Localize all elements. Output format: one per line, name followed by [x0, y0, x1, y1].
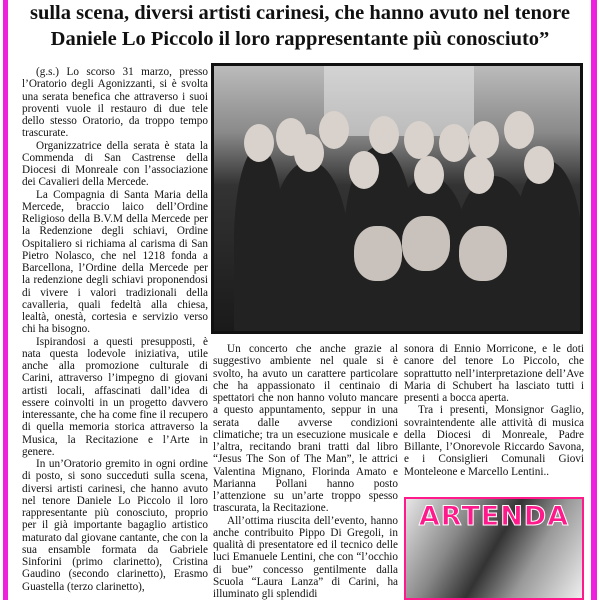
- headline-line: sulla scena, diversi artisti carinesi, che hanno avuto nel tenore: [29, 2, 570, 24]
- paragraph: In un’Oratorio gremito in ogni ordine di posto, si sono succeduti sulla scena, diversi artisti carinesi, che hanno avuto nel tenore Daniele Lo Piccolo il loro rappresentante più conosciuto, proprio per il già importante bagaglio artistico maturato dal giovane cantante, che con la sua ensamble formata da Gabriele Sinforini (primo clarinetto), Cristina Gaudino (secondo clarinetto), Erasmo Guastella (terzo clarinetto),: [22, 458, 208, 593]
- face: [414, 156, 444, 194]
- paragraph: All’ottima riuscita dell’evento, hanno anche contribuito Pippo Di Gregoli, in qualità di presentatore ed il tecnico delle luci Emanuele Lentini, che con “l’occhio di bue” concesso gentilmente dalla Scuola “Laura Lanza” di Carini, ha illuminato gli splendidi: [213, 514, 398, 600]
- page-border-right: [591, 0, 597, 600]
- article-headline: [10, 0, 590, 52]
- face: [404, 121, 434, 159]
- face: [294, 134, 324, 172]
- article-column-2: [213, 343, 398, 600]
- paragraph: sonora di Ennio Morricone, e le doti canore del tenore Lo Piccolo, che soprattutto nell’interpretazione dell’Ave Maria di Schubert ha lasciato tutti i presenti a bocca aperta.: [404, 343, 584, 404]
- ad-title: ARTENDA: [418, 501, 570, 532]
- article-column-1: [22, 66, 208, 593]
- face: [369, 116, 399, 154]
- article-column-3: [404, 343, 584, 478]
- paragraph: La Compagnia di Santa Maria della Mercede, braccio laico dell’Ordine Religioso della B.V.M della Mercede per la Redenzione degli schiavi, Ordine Ospitaliero si richiama al carisma di San Pietro Nolasco, che nel 1218 fonda a Barcellona, l’Ordine della Mercede per la redenzione degli schiavi proponendosi di vivere i valori tradizionali della cavalleria, quali fedeltà alla chiesa, lealtà, onestà, cortesia e servizio verso chi ha bisogno.: [22, 188, 208, 336]
- face: [319, 111, 349, 149]
- face: [504, 111, 534, 149]
- headline-line: Daniele Lo Piccolo il loro rappresentante più conosciuto”: [50, 28, 550, 50]
- paragraph: Un concerto che anche grazie al suggestivo ambiente nel quale si è svolto, ha avuto un carattere particolare che ha appassionato il centinaio di spettatori che non hanno voluto mancare a questo appuntamento, seppur in una serata dalle avverse condizioni climatiche; tra un esecuzione musicale e l’altra, recitando brani tratti dal libro “Jesus The Son of The Man”, le attrici Valentina Mignano, Florinda Amato e Marianna Pollani hanno posto l’attenzione su un’arte troppo spesso trascurata, la Recitazione.: [213, 343, 398, 515]
- face: [244, 124, 274, 162]
- face: [464, 156, 494, 194]
- page-border-left: [3, 0, 8, 600]
- paragraph: Organizzatrice della serata è stata la Commenda di San Castrense della Diocesi di Monreale con l’associazione dei Cavalieri della Mercede.: [22, 139, 208, 189]
- paragraph: (g.s.) Lo scorso 31 marzo, presso l’Oratorio degli Agonizzanti, si è svolta una serata benefica che attraverso i suoi proventi vuole il restauro di due tele dello stesso Oratorio, da troppo tempo trascurate.: [22, 66, 208, 140]
- bouquet: [354, 226, 402, 281]
- face: [524, 146, 554, 184]
- paragraph: Ispirandosi a questi presupposti, è nata questa lodevole iniziativa, utile anche alla promozione culturale di Carini, attraverso l’impegno di giovani artisti locali, affascinati dall’idea di essere coinvolti in un progetto davvero interessante, che ha come fine il recupero di quella memoria storica attraverso la Musica, la Recitazione e l’Arte in genere.: [22, 335, 208, 458]
- face: [349, 151, 379, 189]
- paragraph: Tra i presenti, Monsignor Gaglio, sovraintendente alle attività di musica della Diocesi di Monreale, Padre Billante, l’Onorevole Riccardo Savona, e i Consiglieri Comunali Giovi Monteleone e Marcello Lentini..: [404, 404, 584, 478]
- group-photo: [211, 63, 583, 334]
- person: [514, 161, 582, 334]
- face: [469, 121, 499, 159]
- bouquet: [402, 216, 450, 271]
- face: [439, 124, 469, 162]
- person: [269, 161, 349, 334]
- artenda-advertisement: [404, 497, 584, 600]
- bouquet: [459, 226, 507, 281]
